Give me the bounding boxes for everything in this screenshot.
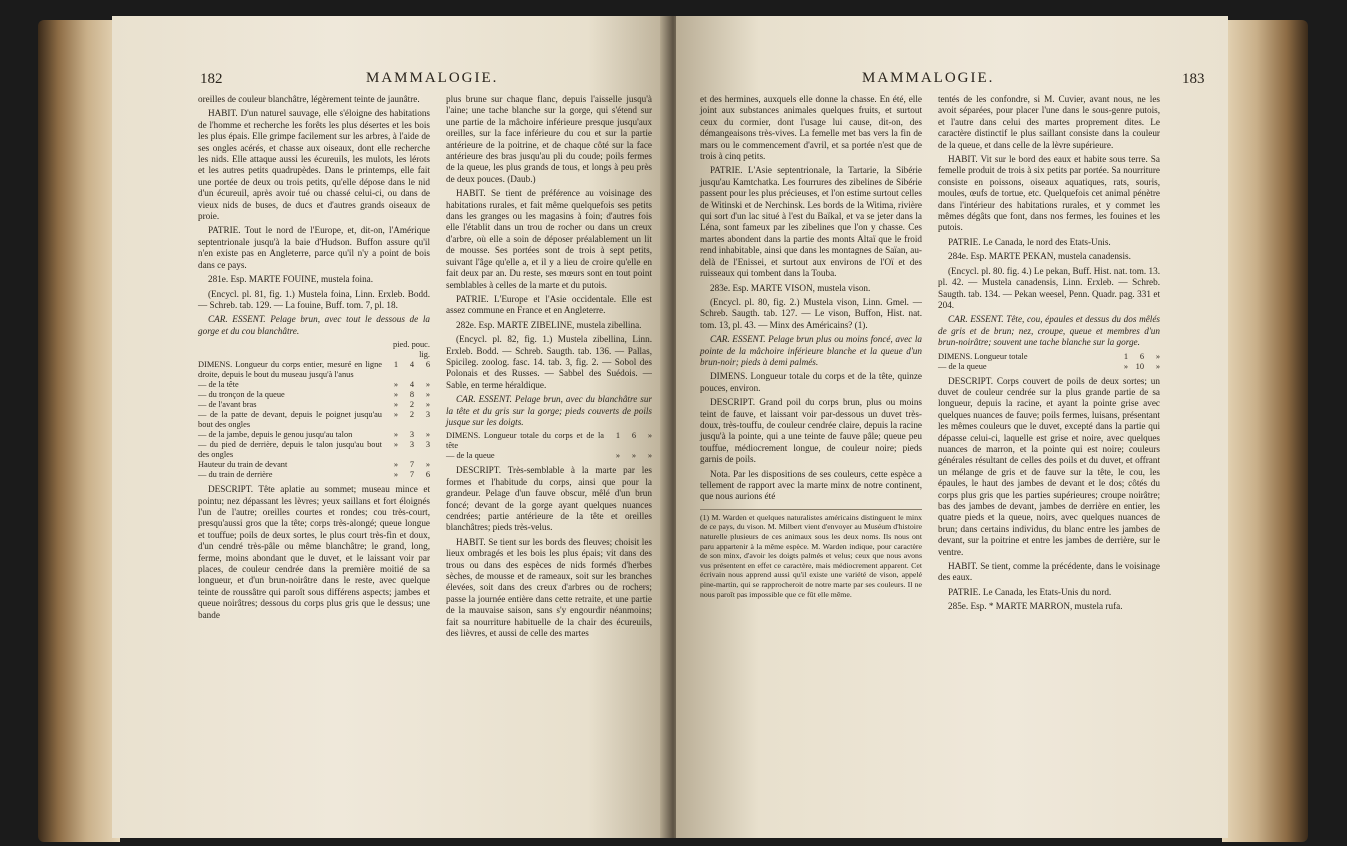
footnote: (1) M. Warden et quelques naturalistes américains distinguent le minx de ce pays, du vison. M. Milbert vient d'envoyer au Muséum d'histoire naturelle plusieurs de ces animaux sous les deux noms. Ils nous ont paru appartenir à la même espèce. M. Warden indique, pour caractère de son minx, d'avoir les doigts palmés et velus; ceux que nous avons vus présentent en effet ce caractère, mais médiocrement apparent. Cet écrivain nous apprend aussi qu'il existe une variété de vison, appelé pine-martin, qui se rapprocheroit de notre marte par ses couleurs. Il ne nous paroît pas impossible que ce fût elle même. [700, 509, 922, 599]
paragraph: (Encycl. pl. 80. fig. 4.) Le pekan, Buff. Hist. nat. tom. 13. pl. 42. — Mustela canadensis, Linn. Erxleb. — Schreb. Saugth. tab. 134. — Pekan weesel, Penn. Quadr. pag. 331 et 204. [938, 265, 1160, 310]
paragraph: HABIT. Vit sur le bord des eaux et habite sous terre. Sa femelle produit de trois à six petits par portée. Sa nourriture consiste en poissons, oiseaux aquatiques, rats, souris, moules, œufs de tortue, etc. Quelquefois cet animal pénètre dans l'intérieur des habitations rurales, et y commet les mêmes dégâts que font, dans nos fermes, les fouines et les putois. [938, 154, 1160, 233]
dim-value: » [1155, 361, 1160, 371]
dim-label: — du pied de derrière, depuis le talon jusqu'au bout des ongles [198, 440, 382, 460]
table-row [198, 440, 430, 460]
left-folio: 182 [200, 71, 223, 87]
paragraph: plus brune sur chaque flanc, depuis l'aisselle jusqu'à l'aine; une tache blanche sur la gorge, qui s'étend sur une partie de la mâchoire inférieure presque jusqu'aux oreilles, sur la face inférieure du cou et sur la partie antérieure de la poitrine, et de chaque côté sur la face antérieure des bras jusqu'au pli du coude; poils fermes de la queue, les plus grands de tous, et longs à peu près de deux pouces. (Daub.) [446, 94, 652, 184]
dim-value: » [393, 460, 398, 470]
paragraph: HABIT. Se tient, comme la précédente, dans le voisinage des eaux. [938, 561, 1160, 583]
dim-value: 3 [409, 430, 414, 440]
table-row [198, 390, 430, 400]
dim-value: » [393, 380, 398, 390]
dim-value: » [393, 410, 398, 420]
right-column-2 [938, 94, 1160, 616]
dim-value: 4 [409, 380, 414, 390]
dim-value: » [393, 400, 398, 410]
page-edges-right [1222, 20, 1308, 842]
dim-value: » [1155, 351, 1160, 361]
dimensions-table [938, 352, 1160, 372]
paragraph: DIMENS. Longueur totale du corps et de la tête, quinze pouces, environ. [700, 371, 922, 393]
paragraph: DESCRIPT. Grand poil du corps brun, plus ou moins teint de fauve, et laissant voir par-dessous un duvet très-doux, très-touffu, de couleur cendrée claire, depuis la racine jusqu'à la pointe, qui a une teinte de fauve pâle; queue peu touffue, médiocrement longue, de couleur noire; pieds garnis de poils. [700, 397, 922, 465]
dim-value: 1 [393, 360, 398, 370]
dim-value: 3 [409, 440, 414, 450]
paragraph: HABIT. D'un naturel sauvage, elle s'éloigne des habitations de l'homme et recherche les forêts les plus désertes et les bois les plus épais. Elle grimpe facilement sur les arbres, à l'aide de ses ongles acérés, et chasse aux oiseaux, dont elle recherche les nids. Elle attaque aussi les écureuils, les mulots, les lérots et les autres petits quadrupèdes. Dans le printemps, elle fait une portée de deux ou trois petits, qu'elle dépose dans le nid d'un écureuil, après avoir tué ou chassé celui-ci, ou dans de vieux nids de buses, de ducs et d'autres grands oiseaux de proie. [198, 108, 430, 222]
dim-label: DIMENS. Longueur totale [938, 351, 1028, 361]
paragraph: PATRIE. Le Canada, les Etats-Unis du nord. [948, 586, 1112, 597]
paragraph: PATRIE. Le Canada, le nord des Etats-Unis. [948, 236, 1111, 247]
dim-label: DIMENS. Longueur totale du corps et de la tête [446, 431, 604, 451]
dim-label: — de la queue [446, 451, 495, 461]
paragraph: DESCRIPT. Tête aplatie au sommet; museau mince et pointu; nez dépassant les lèvres; yeux saillans et fort éloignés l'un de l'autre; oreilles courtes et rondes; cou très-court, presqu'aussi gros que la tête; corps très-alongé; queue longue et touffue; poils de deux sortes, le plus court très-fin et doux, d'un cendré très-pâle ou même blanchâtre; le grand, long, ferme, moins abondant que le duvet, et le laissant voir par places, de couleur cendrée dans la première moitié de sa longueur, et d'un brun-noirâtre dans le reste, avec quelque teinte de roussâtre qui paroît sous différens aspects; jambes et queue noirâtres; dessous du corps plus gris que le dessus; une bande [198, 484, 430, 620]
paragraph: PATRIE. L'Asie septentrionale, la Tartarie, la Sibérie jusqu'au Kamtchatka. Les fourrures des zibelines de Sibérie passent pour les plus précieuses, et l'on estime surtout celles de Witinski et de Nerchinsk. Les bords de la Witima, rivière qui sort d'un lac situé à l'est du Baïkal, et va se jeter dans la Léna, sont fameux par les zibelines que l'on y chasse. Ces martes abondent dans la partie des monts Altaï que le froid rend inhabitable, ainsi que dans les montagnes de Saïan, au-delà de l'Enissei, et surtout aux environs de l'Oï et des ruisseaux qui tombent dans la Touba. [700, 165, 922, 279]
dim-label: — du tronçon de la queue [198, 390, 285, 400]
paragraph: CAR. ESSENT. Pelage brun plus ou moins foncé, avec la pointe de la mâchoire inférieure blanche et la queue d'un brun-noir; pieds à demi palmés. [700, 334, 922, 367]
paragraph: DESCRIPT. Très-semblable à la marte par les formes et l'habitude du corps, ainsi que pour la grandeur. Pelage d'un fauve obscur, mêlé d'un brun foncé; devant de la gorge ayant quelques nuances cendrées; partie antérieure de la tête et oreilles blanchâtres; pieds très-velus. [446, 465, 652, 533]
dim-value: 7 [409, 460, 414, 470]
left-column-2 [446, 94, 652, 642]
table-row [198, 340, 430, 360]
species-heading: 281e. Esp. MARTE FOUINE, mustela foina. [208, 274, 374, 285]
table-row [198, 470, 430, 480]
dim-value: 1 [615, 431, 620, 441]
dim-label: — de la jambe, depuis le genou jusqu'au talon [198, 430, 353, 440]
dim-value: » [393, 470, 398, 480]
dim-value: 3 [425, 440, 430, 450]
table-row [198, 360, 430, 380]
dim-value: » [393, 430, 398, 440]
paragraph: CAR. ESSENT. Pelage brun, avec du blanchâtre sur la tête et du gris sur la gorge; pieds couverts de poils jusque sur les doigts. [446, 394, 652, 427]
table-row [198, 460, 430, 470]
dim-value: 6 [1139, 351, 1144, 361]
paragraph: Nota. Par les dispositions de ses couleurs, cette espèce a tellement de rapport avec la marte minx de notre continent, que nous aurions été [700, 468, 922, 502]
dim-value: » [615, 451, 620, 461]
dim-value: » [631, 451, 636, 461]
paragraph: (Encycl. pl. 81, fig. 1.) Mustela foina, Linn. Erxleb. Bodd. — Schreb. tab. 129. — La fouine, Buff. tom. 7, pl. 18. [198, 288, 430, 310]
dim-value: » [425, 430, 430, 440]
dim-label: — du train de derrière [198, 470, 273, 480]
paragraph: oreilles de couleur blanchâtre, légèrement teinte de jaunâtre. [198, 94, 420, 104]
species-heading: 284e. Esp. MARTE PEKAN, mustela canadensis. [948, 251, 1131, 262]
species-heading: 283e. Esp. MARTE VISON, mustela vison. [710, 282, 871, 293]
table-row [198, 380, 430, 390]
table-row [198, 400, 430, 410]
paragraph: PATRIE. Tout le nord de l'Europe, et, dit-on, l'Amérique septentrionale jusqu'à la baie d'Hudson. Buffon assure qu'il n'en existe pas en Angleterre, parce qu'il n'y a point de bois dans ce pays. [198, 225, 430, 270]
paragraph: tentés de les confondre, si M. Cuvier, avant nous, ne les avoit séparées, pour placer l'une dans le sous-genre putois, et l'autre dans celui des martes proprement dites. Le caractère distinctif le plus saillant consiste dans la couleur de la queue, et dans celle de la lèvre supérieure. [938, 94, 1160, 150]
dim-value: » [647, 431, 652, 441]
dim-value: 3 [425, 410, 430, 420]
table-row [446, 431, 652, 451]
dim-value: 8 [409, 390, 414, 400]
right-running-header: MAMMALOGIE. [862, 70, 995, 86]
paragraph: HABIT. Se tient sur les bords des fleuves; choisit les lieux ombragés et les bois les plus épais; vit dans des trous ou dans des espèces de nids formés d'herbes sèches, de mousse et de rameaux, soit sur les branches élevées, soit dans des creux d'arbres ou de rochers; passe la journée entière dans cette retraite, et une partie de la mauvaise saison, sans s'y engourdir néanmoins; fait sa nourriture habituelle de la chair des écureuils, des lièvres, et aussi de celle des martes [446, 536, 652, 639]
left-running-header: MAMMALOGIE. [366, 70, 499, 86]
right-column-1 [700, 94, 922, 599]
dim-value: » [393, 440, 398, 450]
dim-label: — de la patte de devant, depuis le poignet jusqu'au bout des ongles [198, 410, 382, 430]
paragraph: et des hermines, auxquels elle donne la chasse. En été, elle joint aux substances animales quelques fruits, et surtout ceux du cormier, dont l'usage lui cause, dit-on, des démangeaisons très-vives. La femelle met bas vers la fin de mars ou le commencement d'avril, et sa portée n'est que de trois à cinq petits. [700, 94, 922, 162]
dimensions-table [446, 431, 652, 461]
table-row [938, 352, 1160, 362]
dimensions-table [198, 340, 430, 480]
units-header: pied. pouc. lig. [393, 340, 430, 360]
table-row [446, 451, 652, 461]
dim-value: 6 [425, 470, 430, 480]
dim-value: 7 [409, 470, 414, 480]
paragraph: (Encycl. pl. 82, fig. 1.) Mustela zibellina, Linn. Erxleb. Bodd. — Schreb. Saugth. tab. 136. — Pallas, Spicileg. zoolog. fasc. 14. tab. 3, fig. 2. — Sobol des Polonais et des Russes. — Sabbel des Suédois. — Sable, en terme héraldique. [446, 334, 652, 390]
dim-label: — de la tête [198, 380, 239, 390]
dim-label: — de l'avant bras [198, 400, 257, 410]
species-heading: 282e. Esp. MARTE ZIBELINE, mustela zibellina. [456, 319, 642, 330]
left-page [112, 16, 672, 838]
paragraph: HABIT. Se tient de préférence au voisinage des habitations rurales, et fait même quelquefois ses petits dans les granges ou les magasins à foin; d'autres fois elle l'établit dans un trou de rocher ou dans un creux d'arbre, où elle a soin de déposer préalablement un lit de mousse. Ses portées sont de trois à sept petits, suivant l'âge qu'elle a, et il y a lieu de croire qu'elle en fait deux par an. Du reste, ses mœurs sont en tout point semblables à celles de la marte et du putois. [446, 188, 652, 290]
right-folio: 183 [1182, 71, 1205, 87]
dim-label: DIMENS. Longueur du corps entier, mesuré en ligne droite, depuis le bout du museau jusqu'à l'anus [198, 360, 382, 380]
dim-label: Hauteur du train de devant [198, 460, 288, 470]
table-row [938, 362, 1160, 372]
dim-value: 4 [409, 360, 414, 370]
paragraph: CAR. ESSENT. Tête, cou, épaules et dessus du dos mêlés de gris et de brun; nez, croupe, queue et membres d'un brun-noirâtre; souvent une tache blanche sur la gorge. [938, 314, 1160, 348]
dim-value: » [425, 380, 430, 390]
dim-value: » [393, 390, 398, 400]
dim-value: » [425, 400, 430, 410]
dim-value: 1 [1123, 351, 1128, 361]
paragraph: DESCRIPT. Corps couvert de poils de deux sortes; un duvet de couleur cendrée sur la plus grande partie de sa longueur, depuis la racine, et ayant la pointe grise avec quelques nuances de fauve; poils fermes, luisans, présentant les mêmes couleurs que le duvet, excepté dans la partie qui dépasse celui-ci, laquelle est grise et noire, avec quelques nuances de marron, et la pointe qui est noire; couleurs générales résultant de celles des poils et du duvet, et offrant un mélange de gris et de fauve sur la tête, le cou, les épaules, le haut des jambes de devant et le dos; côtés du corps plus gris que les parties supérieures; croupe noirâtre; bas des jambes de devant, jambes de derrière en entier, les quatre pieds et la queue, noirs, avec quelques nuances de brun; dans certains individus, du blanc entre les jambes de devant, sur la poitrine et entre les jambes de derrière, sur le ventre. [938, 375, 1160, 557]
dim-value: 6 [425, 360, 430, 370]
paragraph: PATRIE. L'Europe et l'Asie occidentale. Elle est assez commune en France et en Angleterre. [446, 293, 652, 316]
dim-value: » [1123, 361, 1128, 371]
paragraph: (Encycl. pl. 80, fig. 2.) Mustela vison, Linn. Gmel. — Schreb. Saugth. tab. 127. — Le vison, Buffon, Hist. nat. tom. 13, pl. 43. — Minx des Américains? (1). [700, 296, 922, 330]
dim-value: » [647, 451, 652, 461]
table-row [198, 410, 430, 430]
dim-value: » [425, 390, 430, 400]
left-column-1 [198, 94, 430, 624]
dim-value: 6 [631, 431, 636, 441]
dim-label: — de la queue [938, 361, 987, 371]
dim-value: 2 [409, 400, 414, 410]
dim-value: 2 [409, 410, 414, 420]
page-edges-left [38, 20, 120, 842]
dim-value: » [425, 460, 430, 470]
species-heading: 285e. Esp. * MARTE MARRON, mustela rufa. [948, 601, 1123, 612]
right-page [676, 16, 1228, 838]
dim-value: 10 [1135, 361, 1144, 371]
paragraph: CAR. ESSENT. Pelage brun, avec tout le dessous de la gorge et du cou blanchâtre. [198, 314, 430, 336]
table-row [198, 430, 430, 440]
